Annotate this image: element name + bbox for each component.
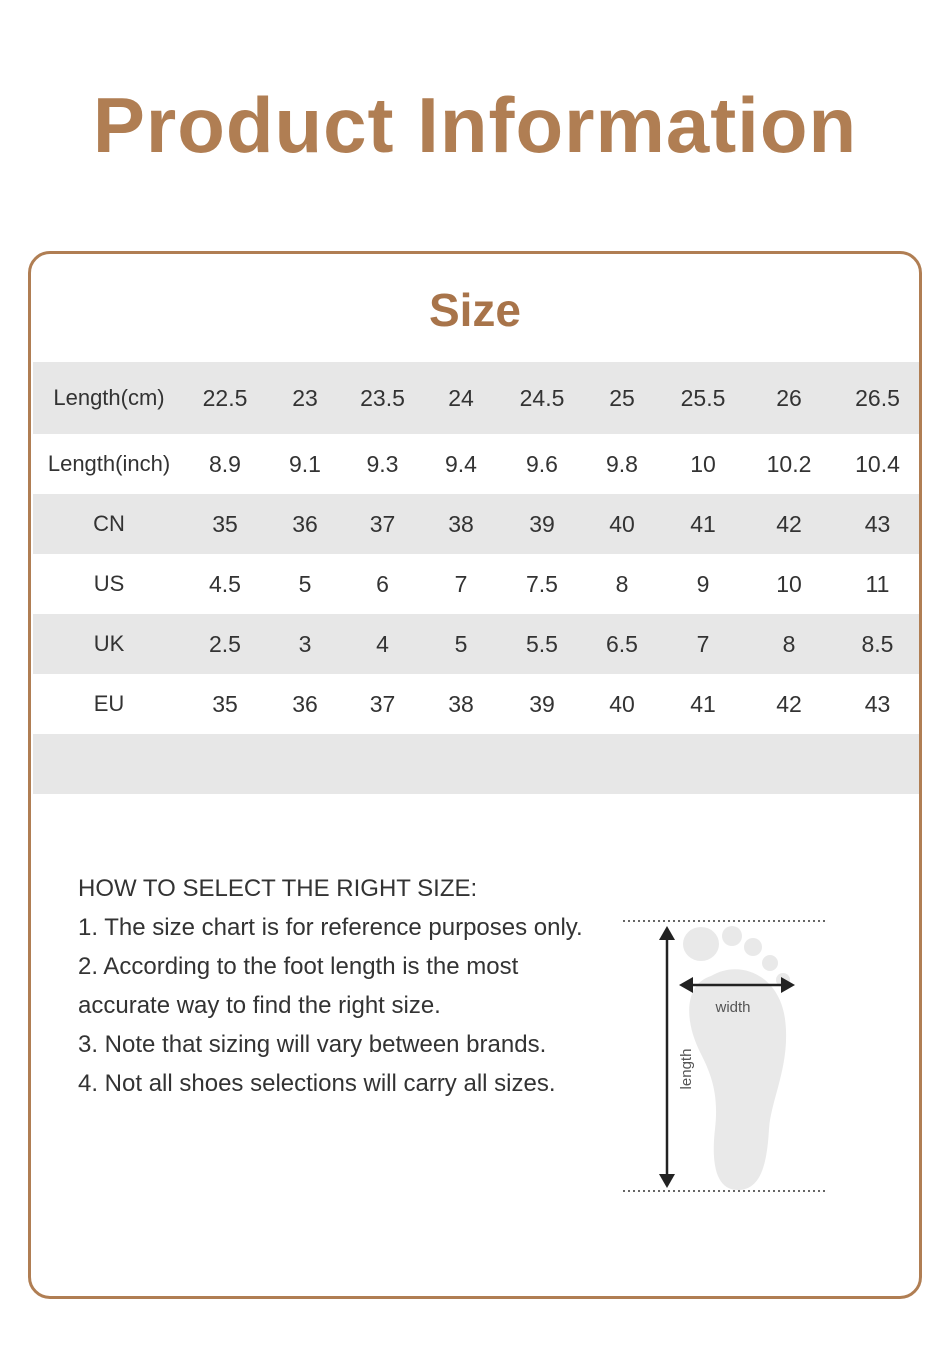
size-cell: 25.5 (662, 362, 744, 434)
size-cell: 7.5 (502, 554, 582, 614)
size-cell: 36 (265, 674, 345, 734)
size-cell: 38 (420, 494, 502, 554)
size-chart-table (33, 362, 921, 794)
size-cell: 37 (345, 494, 420, 554)
size-cell: 41 (662, 494, 744, 554)
size-table-filler-row (33, 734, 921, 794)
size-cell: 11 (834, 554, 921, 614)
size-cell: 5 (420, 614, 502, 674)
size-cell: 9.6 (502, 434, 582, 494)
size-row-label: EU (33, 674, 185, 734)
size-row-label: Length(cm) (33, 362, 185, 434)
size-instructions (78, 869, 598, 1103)
size-row (33, 434, 921, 494)
page-title: Product Information (92, 81, 858, 169)
size-cell: 38 (420, 674, 502, 734)
size-cell: 39 (502, 494, 582, 554)
size-cell: 9.4 (420, 434, 502, 494)
size-cell: 10 (662, 434, 744, 494)
foot-icon (683, 926, 790, 1190)
size-cell: 3 (265, 614, 345, 674)
size-cell: 9.8 (582, 434, 662, 494)
size-cell: 40 (582, 674, 662, 734)
size-row-label: UK (33, 614, 185, 674)
length-arrow (659, 926, 675, 1188)
instructions-heading: HOW TO SELECT THE RIGHT SIZE: (78, 875, 478, 902)
size-cell: 8 (744, 614, 834, 674)
size-cell: 7 (662, 614, 744, 674)
instruction-item: 4. Not all shoes selections will carry all sizes. (78, 1070, 556, 1097)
size-cell: 8 (582, 554, 662, 614)
size-cell: 37 (345, 674, 420, 734)
size-cell: 40 (582, 494, 662, 554)
size-cell: 5 (265, 554, 345, 614)
width-label: width (715, 999, 751, 1016)
size-row (33, 614, 921, 674)
size-cell: 24 (420, 362, 502, 434)
size-cell: 25 (582, 362, 662, 434)
size-cell: 2.5 (185, 614, 265, 674)
size-row (33, 494, 921, 554)
filler-cell (33, 734, 921, 794)
size-row-label: US (33, 554, 185, 614)
size-row (33, 554, 921, 614)
size-section-title: Size (428, 284, 522, 336)
size-cell: 9.3 (345, 434, 420, 494)
size-cell: 10 (744, 554, 834, 614)
size-row (33, 674, 921, 734)
size-cell: 43 (834, 494, 921, 554)
size-cell: 39 (502, 674, 582, 734)
size-cell: 35 (185, 674, 265, 734)
size-cell: 23 (265, 362, 345, 434)
size-guide-card (28, 251, 922, 1299)
size-cell: 41 (662, 674, 744, 734)
size-cell: 6.5 (582, 614, 662, 674)
size-cell: 9 (662, 554, 744, 614)
size-cell: 8.9 (185, 434, 265, 494)
size-cell: 24.5 (502, 362, 582, 434)
size-cell: 5.5 (502, 614, 582, 674)
length-label: length (678, 1048, 695, 1090)
size-cell: 42 (744, 674, 834, 734)
instruction-item: 1. The size chart is for reference purposes only. (78, 914, 583, 941)
instruction-item: 2. According to the foot length is the most accurate way to find the right size. (78, 953, 519, 1019)
instruction-item: 3. Note that sizing will vary between brands. (78, 1031, 547, 1058)
size-cell: 22.5 (185, 362, 265, 434)
size-row-label: Length(inch) (33, 434, 185, 494)
size-cell: 26 (744, 362, 834, 434)
size-cell: 7 (420, 554, 502, 614)
size-cell: 36 (265, 494, 345, 554)
size-cell: 9.1 (265, 434, 345, 494)
size-cell: 10.2 (744, 434, 834, 494)
size-cell: 10.4 (834, 434, 921, 494)
size-cell: 4 (345, 614, 420, 674)
size-cell: 8.5 (834, 614, 921, 674)
size-cell: 4.5 (185, 554, 265, 614)
foot-measurement-diagram (621, 914, 831, 1199)
size-row (33, 362, 921, 434)
size-cell: 43 (834, 674, 921, 734)
size-cell: 23.5 (345, 362, 420, 434)
size-cell: 35 (185, 494, 265, 554)
size-row-label: CN (33, 494, 185, 554)
size-cell: 42 (744, 494, 834, 554)
size-cell: 6 (345, 554, 420, 614)
size-cell: 26.5 (834, 362, 921, 434)
